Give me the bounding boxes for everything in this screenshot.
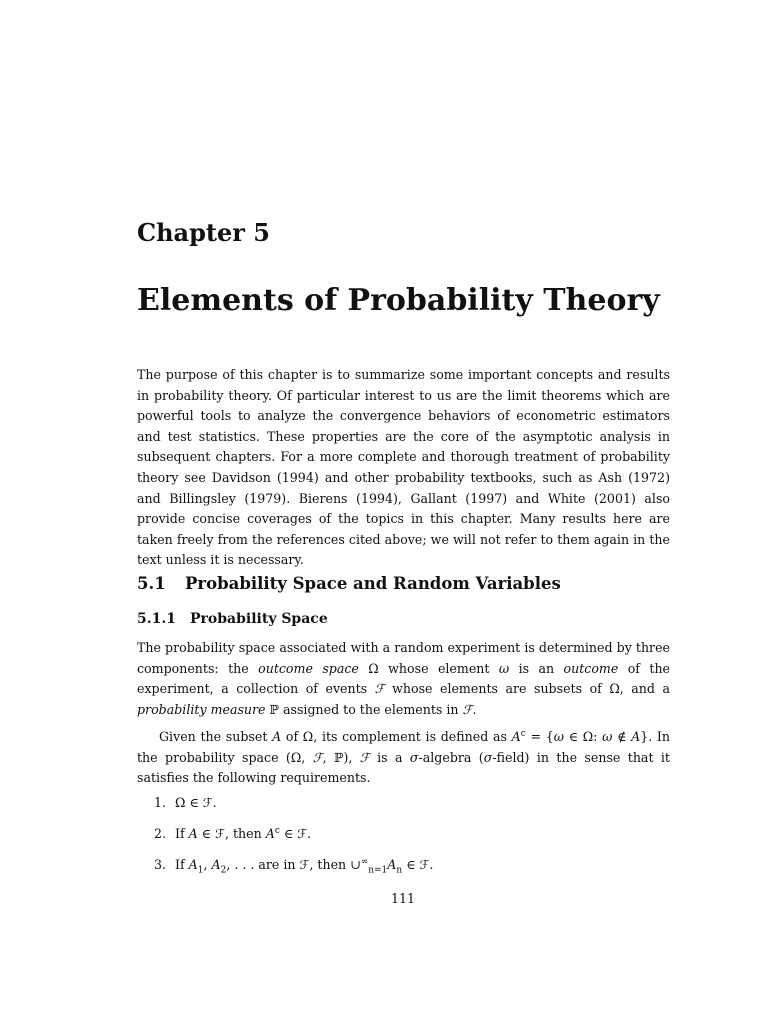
subsection-title: Probability Space [190, 611, 328, 627]
intro-paragraph: The purpose of this chapter is to summarize some important concepts and results in probability theory. Of particular interest to us are the limit theorems which are powerful tools to analyze the convergence behaviors of econometric estimators and test statistics. These properties are the core of the asymptotic analysis in subsequent chapters. For a more complete and thorough treatment of probability theory see Davidson (1994) and other probability textbooks, such as Ash (1972) and Billingsley (1979). Bierens (1994), Gallant (1997) and White (2001) also provide concise coverages of the topics in this chapter. Many results here are taken freely from the references cited above; we will not refer to them again in the text unless it is necessary. [137, 367, 670, 568]
chapter-title: Elements of Probability Theory [137, 283, 660, 318]
list-item: 2. If A ∈ ℱ, then $A^c$ ∈ ℱ. [154, 825, 312, 841]
probability-space-paragraph: The probability space associated with a random experiment is determined by three components: the outcome space Ω whose element ω is an outcome of the experiment, a collection of events ℱ whose elements are subsets of Ω, and a probability measure ℙ assigned to the elements in ℱ. [137, 640, 671, 717]
requirements-list [154, 793, 433, 886]
sigma-algebra-paragraph: Given the subset A of Ω, its complement is defined as $A^c = \{\omega$ ∈ Ω: ω ∉ A}. In the probability space (Ω, ℱ, ℙ), ℱ is a σ-algebra (σ-field) in the sense that it satisfies the following requirements. [137, 728, 670, 786]
section-number: 5.1 [137, 574, 166, 593]
section-heading [137, 573, 561, 595]
list-item: 1. Ω ∈ ℱ. [154, 795, 217, 810]
subsection-heading [137, 609, 328, 629]
chapter-label: Chapter 5 [137, 218, 270, 247]
subsection-number: 5.1.1 [137, 611, 176, 627]
page-number: 111 [390, 891, 416, 906]
section-title: Probability Space and Random Variables [185, 574, 561, 593]
list-item: 3. If $A_1$, $A_2$, . . . are in ℱ, then $\cup^\infty_{n=1}A_n$ ∈ ℱ. [154, 856, 434, 876]
